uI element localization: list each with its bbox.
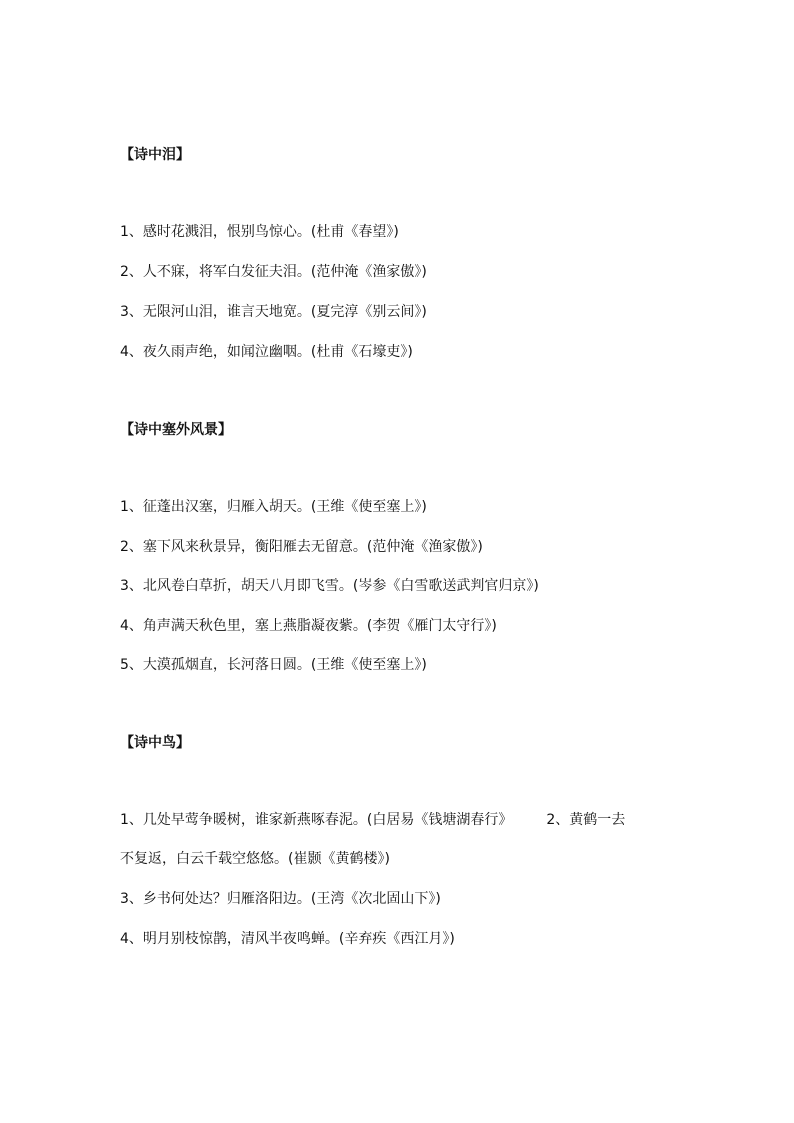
poem-line: 4、角声满天秋色里，塞上燕脂凝夜紫。(李贺《雁门太守行》) (120, 618, 497, 634)
poem-line: 1、征蓬出汉塞，归雁入胡天。(王维《使至塞上》) (120, 499, 427, 515)
poem-line: 1、感时花溅泪，恨别鸟惊心。(杜甫《春望》) (120, 224, 399, 240)
poem-line (120, 810, 625, 830)
poem-line: 4、明月别枝惊鹊，清风半夜鸣蝉。(辛弃疾《西江月》) (120, 931, 455, 947)
poem-line: 4、夜久雨声绝，如闻泣幽咽。(杜甫《石壕吏》) (120, 344, 413, 360)
section-title-frontier: 【诗中塞外风景】 (120, 422, 232, 438)
poem-line: 2、人不寐，将军白发征夫泪。(范仲淹《渔家傲》) (120, 264, 427, 280)
section-title-tears: 【诗中泪】 (120, 147, 190, 163)
poem-line: 3、无限河山泪，谁言天地宽。(夏完淳《别云间》) (120, 304, 427, 320)
poem-line: 5、大漠孤烟直，长河落日圆。(王维《使至塞上》) (120, 657, 427, 673)
section-title-birds: 【诗中鸟】 (120, 735, 190, 751)
poem-line-part: 2、黄鹤一去 (546, 812, 626, 828)
poem-line: 3、北风卷白草折，胡天八月即飞雪。(岑参《白雪歌送武判官归京》) (120, 578, 539, 594)
poem-line: 2、塞下风来秋景异，衡阳雁去无留意。(范仲淹《渔家傲》) (120, 539, 483, 555)
poem-line: 3、乡书何处达？归雁洛阳边。(王湾《次北固山下》) (120, 891, 441, 907)
poem-line-part: 1、几处早莺争暖树，谁家新燕啄春泥。(白居易《钱塘湖春行》 (120, 812, 513, 828)
poem-line: 不复返，白云千载空悠悠。(崔颢《黄鹤楼》) (120, 851, 390, 867)
